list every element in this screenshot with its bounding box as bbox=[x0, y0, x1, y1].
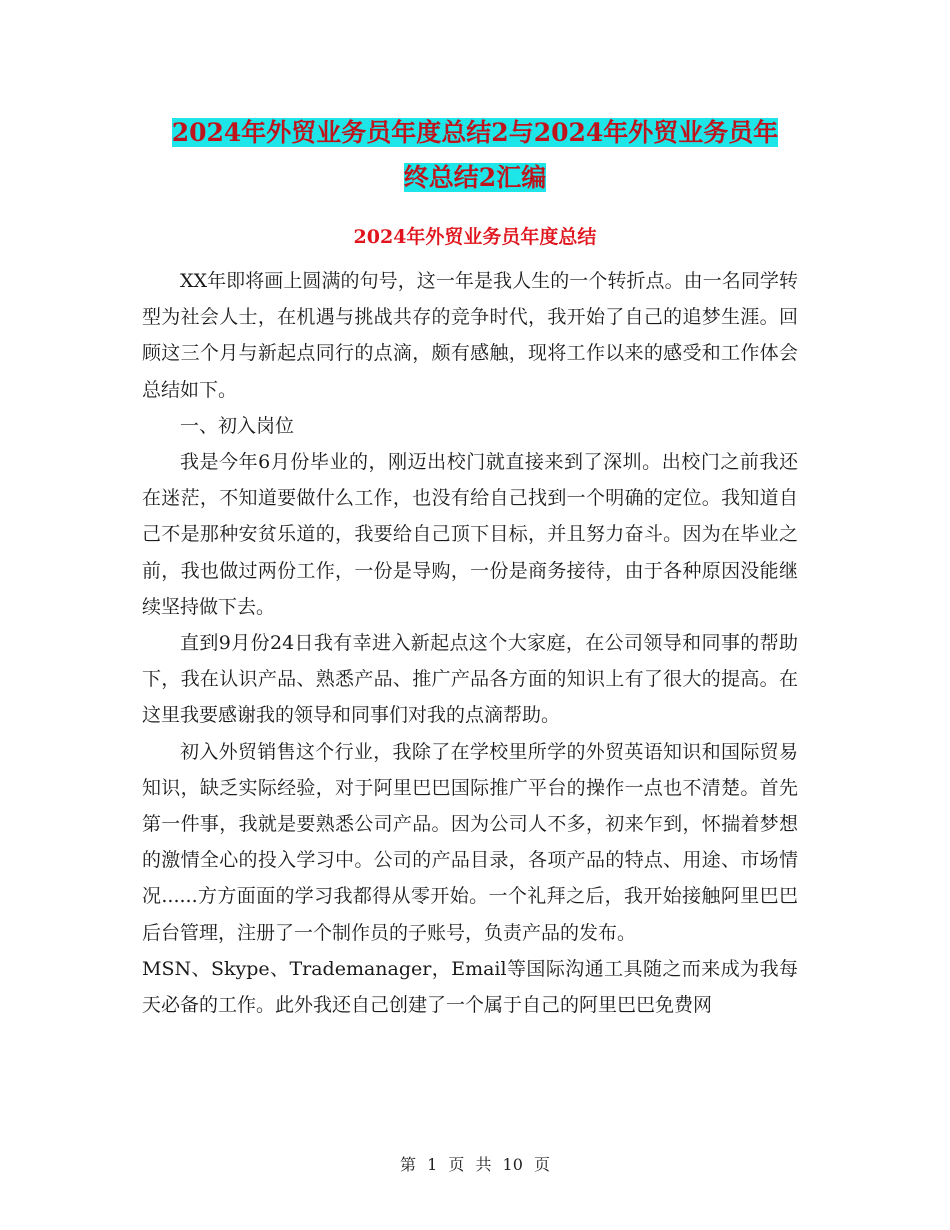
document-title-line-2: 终总结2汇编 bbox=[403, 163, 547, 192]
section-title: 2024年外贸业务员年度总结 bbox=[353, 226, 597, 248]
page-number-footer: 第 1 页 共 10 页 bbox=[400, 1155, 550, 1174]
paragraph: MSN、Skype、Trademanager，Email等国际沟通工具随之而来成为我每天必备的工作。此外我还自己创建了一个属于自己的阿里巴巴免费网 bbox=[142, 957, 798, 1017]
paragraph: 初入外贸销售这个行业，我除了在学校里所学的外贸英语知识和国际贸易知识，缺乏实际经验，对于阿里巴巴国际推广平台的操作一点也不清楚。首先第一件事，我就是要熟悉公司产品。因为公司人不多，初来乍到，怀揣着梦想的激情全心的投入学习中。公司的产品目录，各项产品的特点、用途、市场情况......方方面面的学习我都得从零开始。一个礼拜之后，我开始接触阿里巴巴后台管理，注册了一个制作员的子账号，负责产品的发布。 bbox=[142, 740, 798, 944]
paragraph: 我是今年6月份毕业的，刚迈出校门就直接来到了深圳。出校门之前我还在迷茫，不知道要做什么工作，也没有给自己找到一个明确的定位。我知道自己不是那种安贫乐道的，我要给自己顶下目标，并且努力奋斗。因为在毕业之前，我也做过两份工作，一份是导购，一份是商务接待，由于各种原因没能继续坚持做下去。 bbox=[142, 451, 798, 618]
document-title bbox=[140, 110, 810, 200]
paragraph: 直到9月份24日我有幸进入新起点这个大家庭，在公司领导和同事的帮助下，我在认识产品、熟悉产品、推广产品各方面的知识上有了很大的提高。在这里我要感谢我的领导和同事们对我的点滴帮助。 bbox=[142, 632, 798, 727]
paragraph: XX年即将画上圆满的句号，这一年是我人生的一个转折点。由一名同学转型为社会人士，在机遇与挑战共存的竞争时代，我开始了自己的追梦生涯。回顾这三个月与新起点同行的点滴，颇有感触，现将工作以来的感受和工作体会总结如下。 bbox=[142, 270, 798, 401]
document-title-line-1: 2024年外贸业务员年度总结2与2024年外贸业务员年 bbox=[171, 118, 779, 147]
document-body bbox=[142, 263, 798, 1023]
paragraph-heading: 一、初入岗位 bbox=[180, 414, 295, 437]
